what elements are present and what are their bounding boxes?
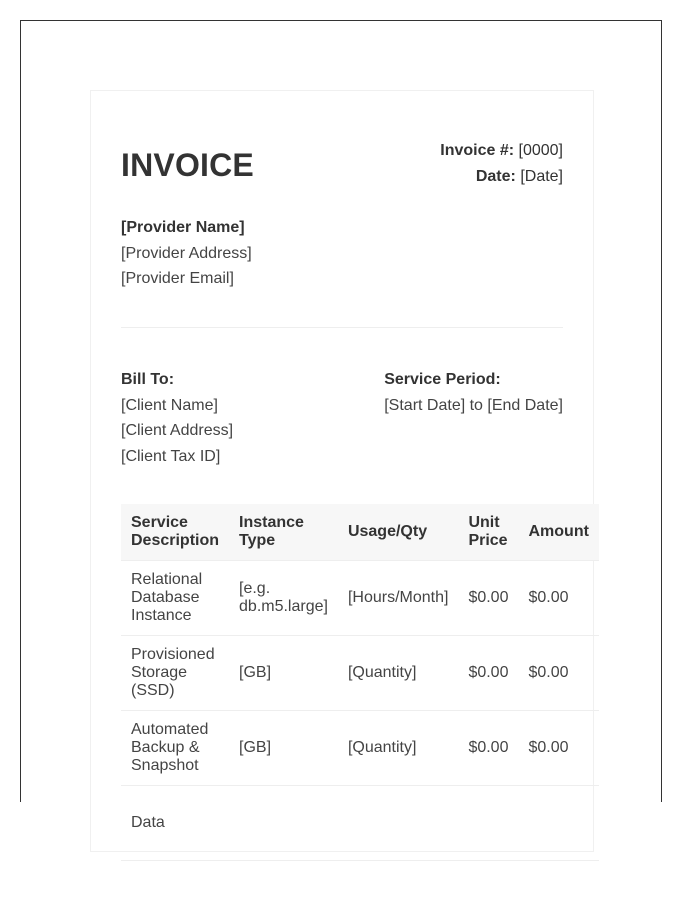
cell-description: Data	[121, 786, 229, 861]
client-tax-id: [Client Tax ID]	[121, 447, 221, 465]
client-name: [Client Name]	[121, 396, 218, 414]
cell-instance-type: [e.g. db.m5.large]	[229, 561, 338, 636]
invoice-date-line	[440, 164, 563, 190]
line-items-table	[121, 504, 599, 861]
cell-instance-type: [GB]	[229, 636, 338, 711]
provider-name: [Provider Name]	[121, 219, 245, 236]
cell-description: Automated Backup & Snapshot	[121, 711, 229, 786]
table-row	[121, 636, 599, 711]
header-amount: Amount	[518, 504, 598, 561]
header-usage-qty: Usage/Qty	[338, 504, 458, 561]
bill-to-label: Bill To:	[121, 371, 175, 388]
provider-address: [Provider Address]	[121, 244, 252, 262]
invoice-sheet	[90, 90, 594, 852]
cell-amount: $0.00	[518, 636, 598, 711]
cell-unit-price: $0.00	[458, 636, 518, 711]
invoice-title: INVOICE	[121, 147, 254, 183]
bill-to-block	[121, 367, 233, 469]
cell-instance-type	[229, 786, 338, 861]
service-period-label: Service Period:	[384, 371, 501, 388]
cell-description: Provisioned Storage (SSD)	[121, 636, 229, 711]
cell-amount: $0.00	[518, 711, 598, 786]
invoice-number-label: Invoice #:	[440, 142, 515, 159]
cell-usage-qty: [Quantity]	[338, 711, 458, 786]
page-frame	[20, 20, 662, 831]
table-row	[121, 786, 599, 861]
provider-block	[121, 215, 252, 292]
cell-unit-price: $0.00	[458, 561, 518, 636]
invoice-number-value: [0000]	[518, 142, 563, 159]
cell-usage-qty: [Quantity]	[338, 636, 458, 711]
provider-email: [Provider Email]	[121, 270, 234, 287]
cell-description: Relational Database Instance	[121, 561, 229, 636]
header-instance-type: Instance Type	[229, 504, 338, 561]
cell-usage-qty: [Hours/Month]	[338, 561, 458, 636]
cell-amount: $0.00	[518, 561, 598, 636]
section-divider	[121, 327, 563, 328]
table-header-row	[121, 504, 599, 561]
service-period-value: [Start Date] to [End Date]	[384, 396, 563, 414]
header-unit-price: Unit Price	[458, 504, 518, 561]
client-address: [Client Address]	[121, 422, 234, 439]
cell-usage-qty	[338, 786, 458, 861]
invoice-meta	[440, 138, 563, 190]
invoice-number-line	[440, 138, 563, 164]
service-period-block	[384, 367, 563, 418]
cell-unit-price	[458, 786, 518, 861]
table-row	[121, 561, 599, 636]
cell-amount	[518, 786, 598, 861]
table-row	[121, 711, 599, 786]
invoice-date-label: Date:	[475, 168, 516, 185]
cell-unit-price: $0.00	[458, 711, 518, 786]
invoice-date-value: [Date]	[520, 168, 563, 185]
header-service-description: Service Description	[121, 504, 229, 561]
cell-instance-type: [GB]	[229, 711, 338, 786]
